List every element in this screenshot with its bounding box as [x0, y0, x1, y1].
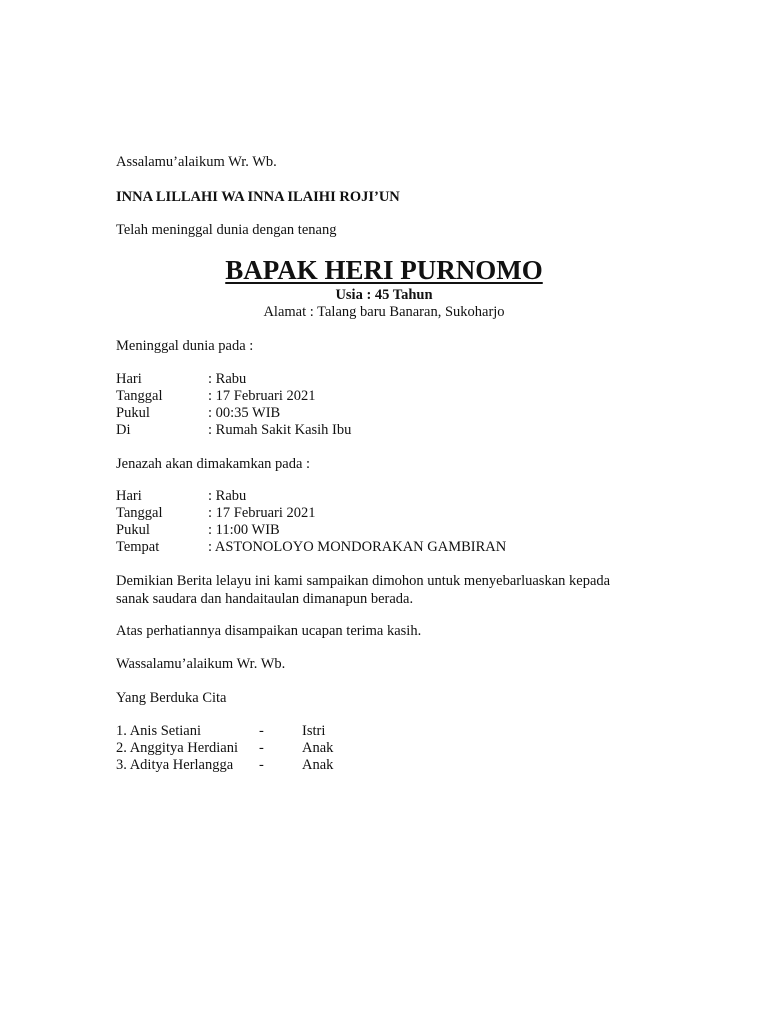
deceased-address: Alamat : Talang baru Banaran, Sukoharjo: [263, 304, 505, 320]
detail-value: : Rumah Sakit Kasih Ibu: [208, 422, 352, 438]
detail-label: Di: [116, 422, 131, 438]
mourners-heading: Yang Berduka Cita: [116, 690, 227, 706]
mourner-name: 2. Anggitya Herdiani: [116, 740, 239, 756]
mourner-relation: Anak: [302, 757, 334, 773]
burial-heading: Jenazah akan dimakamkan pada :: [116, 456, 311, 472]
detail-value: : 11:00 WIB: [208, 522, 280, 538]
detail-label: Hari: [116, 488, 142, 504]
intro-text: Telah meninggal dunia dengan tenang: [116, 222, 337, 238]
detail-label: Pukul: [116, 522, 150, 538]
detail-value: : ASTONOLOYO MONDORAKAN GAMBIRAN: [208, 539, 507, 555]
detail-value: : 17 Februari 2021: [208, 388, 316, 404]
detail-label: Hari: [116, 371, 142, 387]
detail-label: Tempat: [116, 539, 160, 555]
mourner-relation: Anak: [302, 740, 334, 756]
mourner-name: 3. Aditya Herlangga: [116, 757, 234, 773]
farewell-text: Wassalamu’alaikum Wr. Wb.: [116, 656, 286, 672]
closing-paragraph: Demikian Berita lelayu ini kami sampaikan dimohon untuk menyebarluaskan kepada sanak saudara dan handaitaulan dimanapun berada.: [116, 573, 611, 607]
detail-value: : 17 Februari 2021: [208, 505, 316, 521]
thanks-text: Atas perhatiannya disampaikan ucapan terima kasih.: [116, 623, 422, 639]
detail-value: : Rabu: [208, 488, 247, 504]
mourner-dash: -: [259, 723, 264, 739]
detail-label: Pukul: [116, 405, 150, 421]
mourner-relation: Istri: [302, 723, 326, 739]
greeting: Assalamu’alaikum Wr. Wb.: [116, 154, 277, 170]
detail-value: : 00:35 WIB: [208, 405, 281, 421]
deceased-name: BAPAK HERI PURNOMO: [225, 255, 543, 285]
detail-value: : Rabu: [208, 371, 247, 387]
mourner-dash: -: [259, 757, 264, 773]
death-heading: Meninggal dunia pada :: [116, 338, 254, 354]
mourner-name: 1. Anis Setiani: [116, 723, 201, 739]
mourner-dash: -: [259, 740, 264, 756]
condolence-heading: INNA LILLAHI WA INNA ILAIHI ROJI’UN: [116, 189, 400, 205]
deceased-age: Usia : 45 Tahun: [335, 287, 433, 303]
detail-label: Tanggal: [116, 505, 163, 521]
detail-label: Tanggal: [116, 388, 163, 404]
